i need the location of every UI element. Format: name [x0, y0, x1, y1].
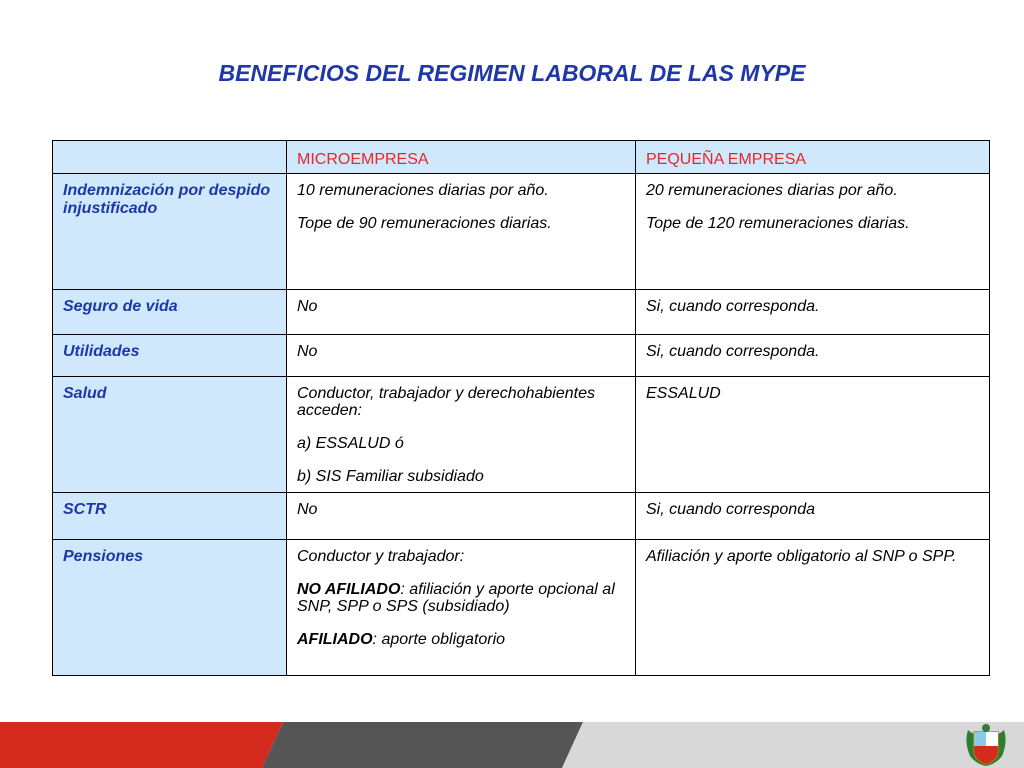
cell-line: Si, cuando corresponda: [646, 501, 815, 518]
cell-line: Si, cuando corresponda.: [646, 343, 820, 360]
footer-band: [0, 722, 1024, 768]
cell-line: 20 remuneraciones diarias por año.: [646, 182, 898, 199]
peru-coat-of-arms-icon: [962, 722, 1010, 768]
cell-line-bold: AFILIADO: [297, 631, 373, 648]
cell-pequena-empresa: [636, 174, 990, 290]
table-row: [53, 290, 990, 335]
cell-pequena-empresa: [636, 540, 990, 676]
cell-pequena-empresa: [636, 290, 990, 335]
page-title: BENEFICIOS DEL REGIMEN LABORAL DE LAS MYPE: [218, 60, 806, 86]
cell-microempresa: [287, 174, 636, 290]
header-pequena-empresa: PEQUEÑA EMPRESA: [636, 141, 990, 174]
row-label-seguro-de-vida: Seguro de vida: [53, 290, 287, 335]
footer-light-stripe: [562, 722, 1024, 768]
row-label-salud: Salud: [53, 377, 287, 493]
table-header-row: [53, 141, 990, 174]
cell-line-rich: [297, 581, 625, 615]
cell-line-rest: : afiliación y aporte opcional al SNP, SPP o SPS (subsidiado): [297, 581, 615, 615]
cell-microempresa: [287, 377, 636, 493]
cell-pequena-empresa: [636, 493, 990, 540]
cell-line: Conductor y trabajador:: [297, 548, 465, 565]
cell-line: 10 remuneraciones diarias por año.: [297, 182, 549, 199]
footer-dark-stripe: [262, 722, 583, 768]
cell-line: No: [297, 298, 318, 315]
cell-line: a) ESSALUD ó: [297, 435, 404, 452]
row-label-pensiones: Pensiones: [53, 540, 287, 676]
cell-line: No: [297, 343, 318, 360]
table-row: [53, 493, 990, 540]
table-row: [53, 377, 990, 493]
cell-pequena-empresa: [636, 335, 990, 377]
cell-line: Afiliación y aporte obligatorio al SNP o SPP.: [646, 548, 957, 565]
cell-microempresa: [287, 540, 636, 676]
cell-pequena-empresa: [636, 377, 990, 493]
header-empty: [53, 141, 287, 174]
cell-line-bold: NO AFILIADO: [297, 581, 401, 598]
cell-line: Conductor, trabajador y derechohabientes acceden:: [297, 385, 595, 419]
benefits-table: [52, 140, 990, 676]
cell-line: Tope de 90 remuneraciones diarias.: [297, 215, 552, 232]
row-label-indemnizacion-por-despido-injustificado: Indemnización por despido injustificado: [53, 174, 287, 290]
table-row: [53, 335, 990, 377]
cell-microempresa: [287, 290, 636, 335]
cell-line: b) SIS Familiar subsidiado: [297, 468, 484, 485]
row-label-sctr: SCTR: [53, 493, 287, 540]
cell-line: Si, cuando corresponda.: [646, 298, 820, 315]
cell-line: ESSALUD: [646, 385, 721, 402]
table-row: [53, 540, 990, 676]
cell-microempresa: [287, 335, 636, 377]
footer-red-stripe: [0, 722, 283, 768]
cell-line: Tope de 120 remuneraciones diarias.: [646, 215, 910, 232]
header-microempresa: MICROEMPRESA: [287, 141, 636, 174]
row-label-utilidades: Utilidades: [53, 335, 287, 377]
cell-line-rest: : aporte obligatorio: [372, 631, 506, 648]
cell-microempresa: [287, 493, 636, 540]
cell-line-rich: [297, 631, 625, 648]
table-row: [53, 174, 990, 290]
cell-line: No: [297, 501, 318, 518]
